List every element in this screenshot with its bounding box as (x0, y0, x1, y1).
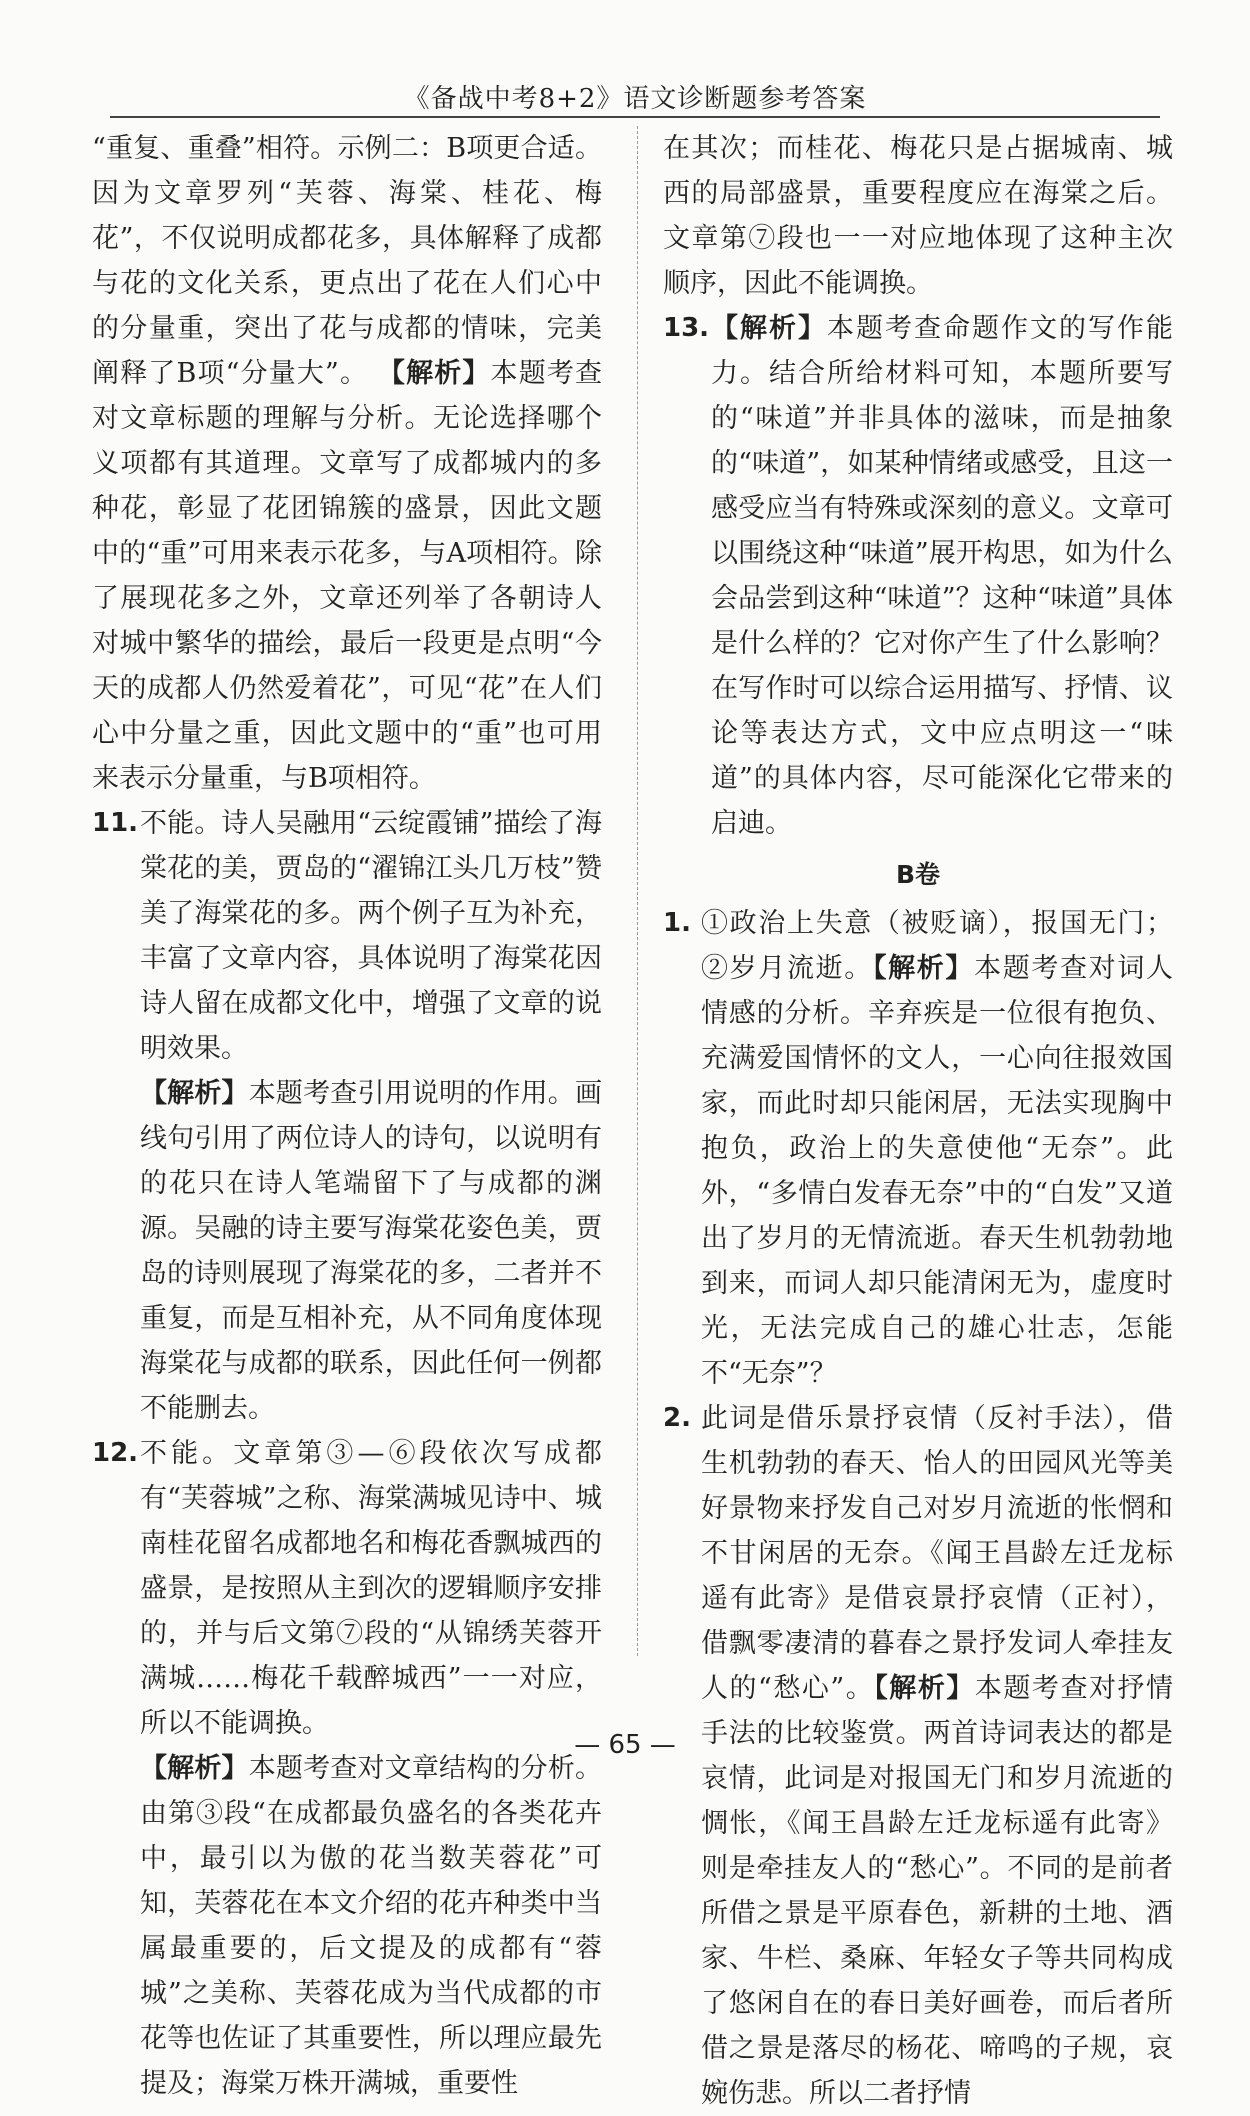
answer-11 (92, 801, 602, 1431)
answer-12 (92, 1431, 602, 2106)
answer-10-analysis: 本题考查对文章标题的理解与分析。无论选择哪个义项都有其道理。文章写了成都城内的多种花，彰显了花团锦簇的盛景，因此文题中的“重”可用来表示花多，与A项相符。除了展现花多之外，文章还列举了各朝诗人对城中繁华的描绘，最后一段更是点明“今天的成都人仍然爱着花”，可见“花”在人们心中分量之重，因此文题中的“重”也可用来表示分量重，与B项相符。 (92, 358, 603, 794)
answer-13-analysis (711, 306, 1173, 846)
analysis-tag: 【解析】 (874, 1673, 975, 1704)
analysis-tag: 【解析】 (140, 1078, 249, 1109)
page-number: — 65 — (574, 1730, 676, 1760)
answer-b1-body (701, 901, 1173, 1396)
answer-b2-text: 此词是借乐景抒哀情（反衬手法），借生机勃勃的春天、怡人的田园风光等美好景物来抒发自己对岁月流逝的怅惘和不甘闲居的无奈。《闻王昌龄左迁龙标遥有此寄》是借哀景抒哀情（正衬），借飘零凄清的暮春之景抒发词人牵挂友人的“愁心”。 (701, 1403, 1173, 1704)
answer-number: 2. (663, 1403, 691, 1433)
answer-11-analysis (140, 1071, 602, 1431)
header-rule (110, 116, 1160, 118)
answer-12-continuation: 在其次；而桂花、梅花只是占据城南、城西的局部盛景，重要程度应在海棠之后。文章第⑦段也一一对应地体现了这种主次顺序，因此不能调换。 (663, 133, 1173, 299)
answer-number: 13. (663, 313, 710, 343)
analysis-tag: 【解析】 (140, 1753, 249, 1784)
page-header-title: 《备战中考8+2》语文诊断题参考答案 (403, 84, 867, 114)
answer-10-continuation (92, 126, 602, 801)
answer-number: 12. (92, 1438, 139, 1468)
answer-number: 1. (663, 908, 691, 938)
answer-13-analysis-text: 本题考查命题作文的写作能力。结合所给材料可知，本题所要写的“味道”并非具体的滋味，而是抽象的“味道”，如某种情绪或感受，且这一感受应当有特殊或深刻的意义。文章可以围绕这种“味道”展开构思，如为什么会品尝到这种“味道”？这种“味道”具体是什么样的？它对你产生了什么影响？在写作时可以综合运用描写、抒情、议论等表达方式，文中应点明这一“味道”的具体内容，尽可能深化它带来的启迪。 (711, 313, 1173, 839)
answer-b1-text: ①政治上失意（被贬谪），报国无门；②岁月流逝。 (701, 908, 1173, 984)
answer-13 (663, 306, 1173, 846)
analysis-tag: 【解析】 (711, 313, 827, 344)
answer-12-analysis-text: 本题考查对文章结构的分析。由第③段“在成都最负盛名的各类花卉中，最引以为傲的花当数芙蓉花”可知，芙蓉花在本文介绍的花卉种类中当属最重要的，后文提及的成都有“蓉城”之美称、芙蓉花成为当代成都的市花等也佐证了其重要性，所以理应最先提及；海棠万株开满城，重要性 (140, 1753, 602, 2099)
left-column (92, 126, 602, 2106)
answer-b1 (663, 901, 1173, 1396)
answer-10-text: “重复、重叠”相符。示例二：B项更合适。因为文章罗列“芙蓉、海棠、桂花、梅花”，不仅说明成都花多，具体解释了成都与花的文化关系，更点出了花在人们心中的分量重，突出了花与成都的情味，完美阐释了B项“分量大”。 (92, 133, 602, 389)
answer-b1-analysis: 本题考查对词人情感的分析。辛弃疾是一位很有抱负、充满爱国情怀的文人，一心向往报效国家，而此时却只能闲居，无法实现胸中抱负，政治上的失意使他“无奈”。此外，“多情白发春无奈”中的“白发”又道出了岁月的无情流逝。春天生机勃勃地到来，而词人却只能清闲无为，虚度时光，无法完成自己的雄心壮志，怎能不“无奈”？ (701, 953, 1173, 1389)
column-divider (637, 126, 638, 1656)
analysis-tag: 【解析】 (872, 953, 975, 984)
right-column (663, 126, 1173, 2116)
answer-12-text: 不能。文章第③—⑥段依次写成都有“芙蓉城”之称、海棠满城见诗中、城南桂花留名成都地名和梅花香飘城西的盛景，是按照从主到次的逻辑顺序安排的，并与后文第⑦段的“从锦绣芙蓉开满城……梅花千载醉城西”一一对应，所以不能调换。 (140, 1438, 602, 1739)
answer-b2-analysis: 本题考查对抒情手法的比较鉴赏。两首诗词表达的都是哀情，此词是对报国无门和岁月流逝的惆怅，《闻王昌龄左迁龙标遥有此寄》则是牵挂友人的“愁心”。不同的是前者所借之景是平原春色，新耕的土地、酒家、牛栏、桑麻、年轻女子等共同构成了悠闲自在的春日美好画卷，而后者所借之景是落尽的杨花、啼鸣的子规，哀婉伤悲。所以二者抒情 (701, 1673, 1174, 2109)
answer-number: 11. (92, 808, 139, 838)
answer-11-text: 不能。诗人吴融用“云绽霞铺”描绘了海棠花的美，贾岛的“濯锦江头几万枝”赞美了海棠花的多。两个例子互为补充，丰富了文章内容，具体说明了海棠花因诗人留在成都文化中，增强了文章的说明效果。 (140, 808, 602, 1064)
answer-12-analysis (140, 1746, 602, 2106)
section-b-title: B卷 (895, 860, 941, 889)
analysis-tag: 【解析】 (377, 358, 491, 389)
answer-11-analysis-text: 本题考查引用说明的作用。画线句引用了两位诗人的诗句，以说明有的花只在诗人笔端留下了与成都的渊源。吴融的诗主要写海棠花姿色美，贾岛的诗则展现了海棠花的多，二者并不重复，而是互相补充，从不同角度体现海棠花与成都的联系，因此任何一例都不能删去。 (140, 1078, 602, 1424)
